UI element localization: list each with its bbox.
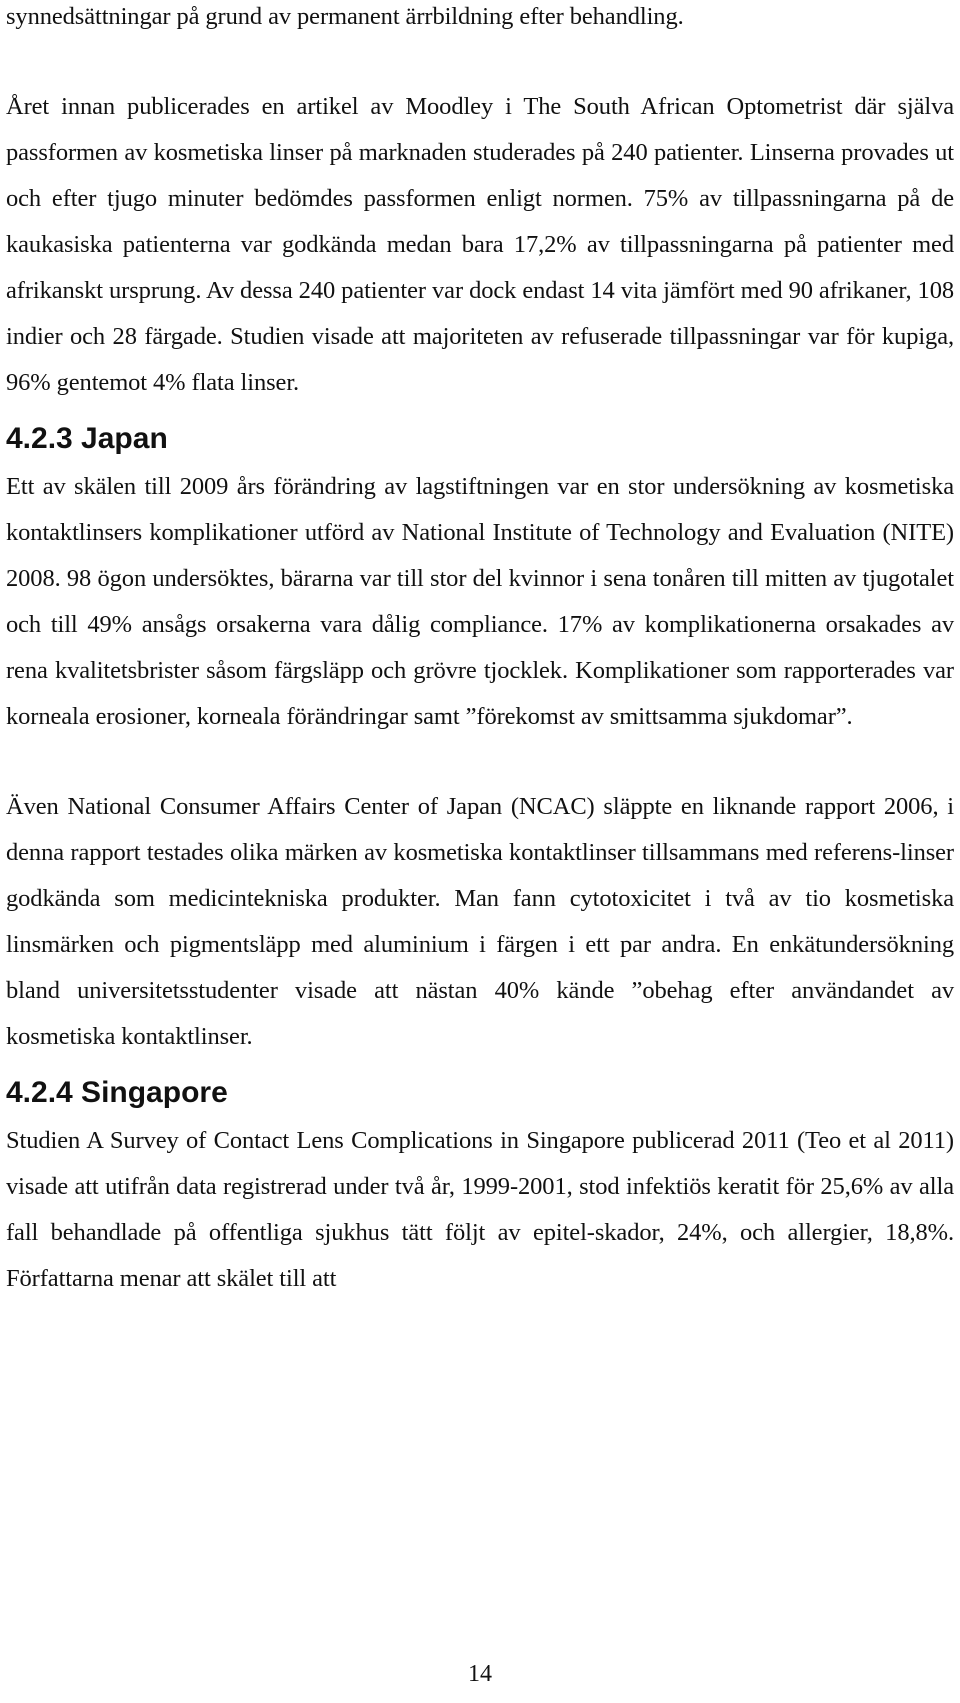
body-paragraph: Ett av skälen till 2009 års förändring av lagstiftningen var en stor undersökning av kosmetiska kontaktlinsers komplikationer utförd av National Institute of Technology and Evaluation (NITE) 2008. 98 ögon undersöktes, bärarna var till stor del kvinnor i sena tonåren till mitten av tjugotalet och till 49% ansågs orsakerna vara dålig compliance. 17% av komplikationerna orsakades av rena kvalitetsbrister såsom färgsläpp och grövre tjocklek. Komplikationer som rapporterades var korneala erosioner, korneala förändringar samt ”förekomst av smittsamma sjukdomar”. [6,473,954,730]
document-page [6,0,954,1302]
body-paragraph: Året innan publicerades en artikel av Moodley i The South African Optometrist där själva passformen av kosmetiska linser på marknaden studerades på 240 patienter. Linserna provades ut och efter tjugo minuter bedömdes passformen enligt normen. 75% av tillpassningarna på de kaukasiska patienterna var godkända medan bara 17,2% av tillpassningarna på patienter med afrikanskt ursprung. Av dessa 240 patienter var dock endast 14 vita jämfört med 90 afrikaner, 108 indier och 28 färgade. Studien visade att majoriteten av refuserade tillpassningar var för kupiga, 96% gentemot 4% flata linser. [6,93,954,396]
page-number: 14 [468,1661,492,1687]
section-heading-japan: 4.2.3 Japan [6,422,168,455]
body-paragraph: Studien A Survey of Contact Lens Complications in Singapore publicerad 2011 (Teo et al 2011) visade att utifrån data registrerad under två år, 1999-2001, stod infektiös keratit för 25,6% av alla fall behandlade på offentliga sjukhus tätt följt av epitel-skador, 24%, och allergier, 18,8%. Författarna menar att skälet till att [6,1127,954,1292]
body-paragraph: synnedsättningar på grund av permanent ärrbildning efter behandling. [6,3,684,30]
paragraph-spacer [6,40,954,84]
body-paragraph: Även National Consumer Affairs Center of Japan (NCAC) släppte en liknande rapport 2006, i denna rapport testades olika märken av kosmetiska kontaktlinser tillsammans med referens-linser godkända som medicintekniska produkter. Man fann cytotoxicitet i två av tio kosmetiska linsmärken och pigmentsläpp med aluminium i färgen i ett par andra. En enkätundersökning bland universitetsstudenter visade att nästan 40% kände ”obehag efter användandet av kosmetiska kontaktlinser. [6,793,954,1050]
paragraph-spacer [6,740,954,784]
section-heading-singapore: 4.2.4 Singapore [6,1076,228,1109]
